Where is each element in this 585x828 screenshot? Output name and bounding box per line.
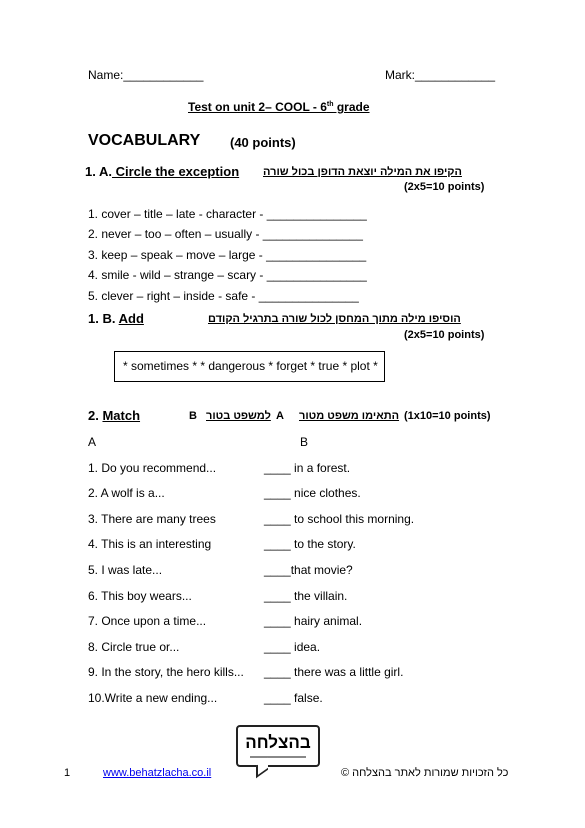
copyright-text: כל הזכויות שמורות לאתר בהצלחה ©	[341, 767, 509, 779]
match-b-item: ____ to the story.	[264, 537, 356, 551]
match-a-item: 8. Circle true or...	[88, 640, 180, 654]
name-blank: ____________	[123, 68, 204, 82]
match-b-item: ____ in a forest.	[264, 461, 351, 475]
website-link[interactable]: www.behatzlacha.co.il	[103, 767, 212, 779]
match-a-item: 6. This boy wears...	[88, 589, 192, 603]
match-b-item: ____that movie?	[264, 563, 353, 577]
list-item: 5. clever – right – inside - safe - _______________	[88, 289, 359, 303]
word-bank-box	[114, 351, 385, 382]
logo-speech-tail	[256, 758, 268, 778]
match-a-item: 5. I was late...	[88, 563, 163, 577]
name-label: Name:	[88, 68, 124, 82]
page-title: Test on unit 2– COOL - 6th grade	[188, 100, 370, 114]
match-a-item: 3. There are many trees	[88, 512, 216, 526]
match-a-item: 2. A wolf is a...	[88, 486, 165, 500]
match-b-item: ____ hairy animal.	[264, 614, 363, 628]
name-field	[88, 68, 203, 82]
logo-underline	[250, 756, 306, 758]
section-1a-hebrew: הקיפו את המילה יוצאת הדופן בכול שורה	[263, 166, 462, 178]
list-item: 4. smile - wild – strange – scary - _______________	[88, 268, 367, 282]
match-b-item: ____ idea.	[264, 640, 321, 654]
behatzlacha-logo	[236, 725, 320, 767]
section-1a-title: Circle the exception	[111, 164, 240, 179]
match-b-item: ____ to school this morning.	[264, 512, 415, 526]
word-bank: * sometimes * * dangerous * forget * true * plot *	[123, 359, 378, 373]
section-1b-points: (2x5=10 points)	[404, 329, 485, 341]
match-a-item: 10.Write a new ending...	[88, 691, 218, 705]
list-item: 1. cover – title – late - character - _______________	[88, 207, 367, 221]
section-2-title: Match	[102, 408, 141, 423]
mark-blank: ____________	[415, 68, 496, 82]
logo-text: בהצלחה	[245, 733, 311, 752]
section-2-heading: 2. Match	[88, 408, 141, 423]
section-1b-hebrew: הוסיפו מילה מתוך המחסן לכול שורה בתרגיל הקודם	[208, 313, 461, 325]
section-2-letter-a: A	[276, 410, 284, 422]
list-item: 2. never – too – often – usually - _______________	[88, 227, 363, 241]
mark-label: Mark:	[385, 68, 415, 82]
match-a-item: 7. Once upon a time...	[88, 614, 207, 628]
page-number: 1	[64, 767, 71, 779]
section-1b-heading: 1. B. Add	[88, 311, 144, 326]
column-b-header: B	[300, 435, 309, 449]
vocabulary-points: (40 points)	[230, 135, 296, 150]
mark-field	[385, 68, 495, 82]
match-b-item: ____ the villain.	[264, 589, 348, 603]
vocabulary-heading: VOCABULARY	[88, 132, 201, 149]
match-b-item: ____ there was a little girl.	[264, 665, 404, 679]
section-1b-title: Add	[118, 311, 144, 326]
list-item: 3. keep – speak – move – large - _______________	[88, 248, 367, 262]
section-2-hebrew-1: למשפט בטור	[206, 410, 271, 422]
section-1a-heading: 1. A. Circle the exception	[85, 164, 240, 179]
column-a-header: A	[88, 435, 97, 449]
section-2-hebrew-2: התאימו משפט מטור	[299, 410, 400, 422]
match-a-item: 1. Do you recommend...	[88, 461, 217, 475]
match-b-item: ____ false.	[264, 691, 323, 705]
section-2-points: (1x10=10 points)	[404, 410, 491, 422]
match-a-item: 4. This is an interesting	[88, 537, 212, 551]
match-b-item: ____ nice clothes.	[264, 486, 361, 500]
section-2-letter-b: B	[189, 410, 197, 422]
section-1a-points: (2x5=10 points)	[404, 181, 485, 193]
match-a-item: 9. In the story, the hero kills...	[88, 665, 244, 679]
